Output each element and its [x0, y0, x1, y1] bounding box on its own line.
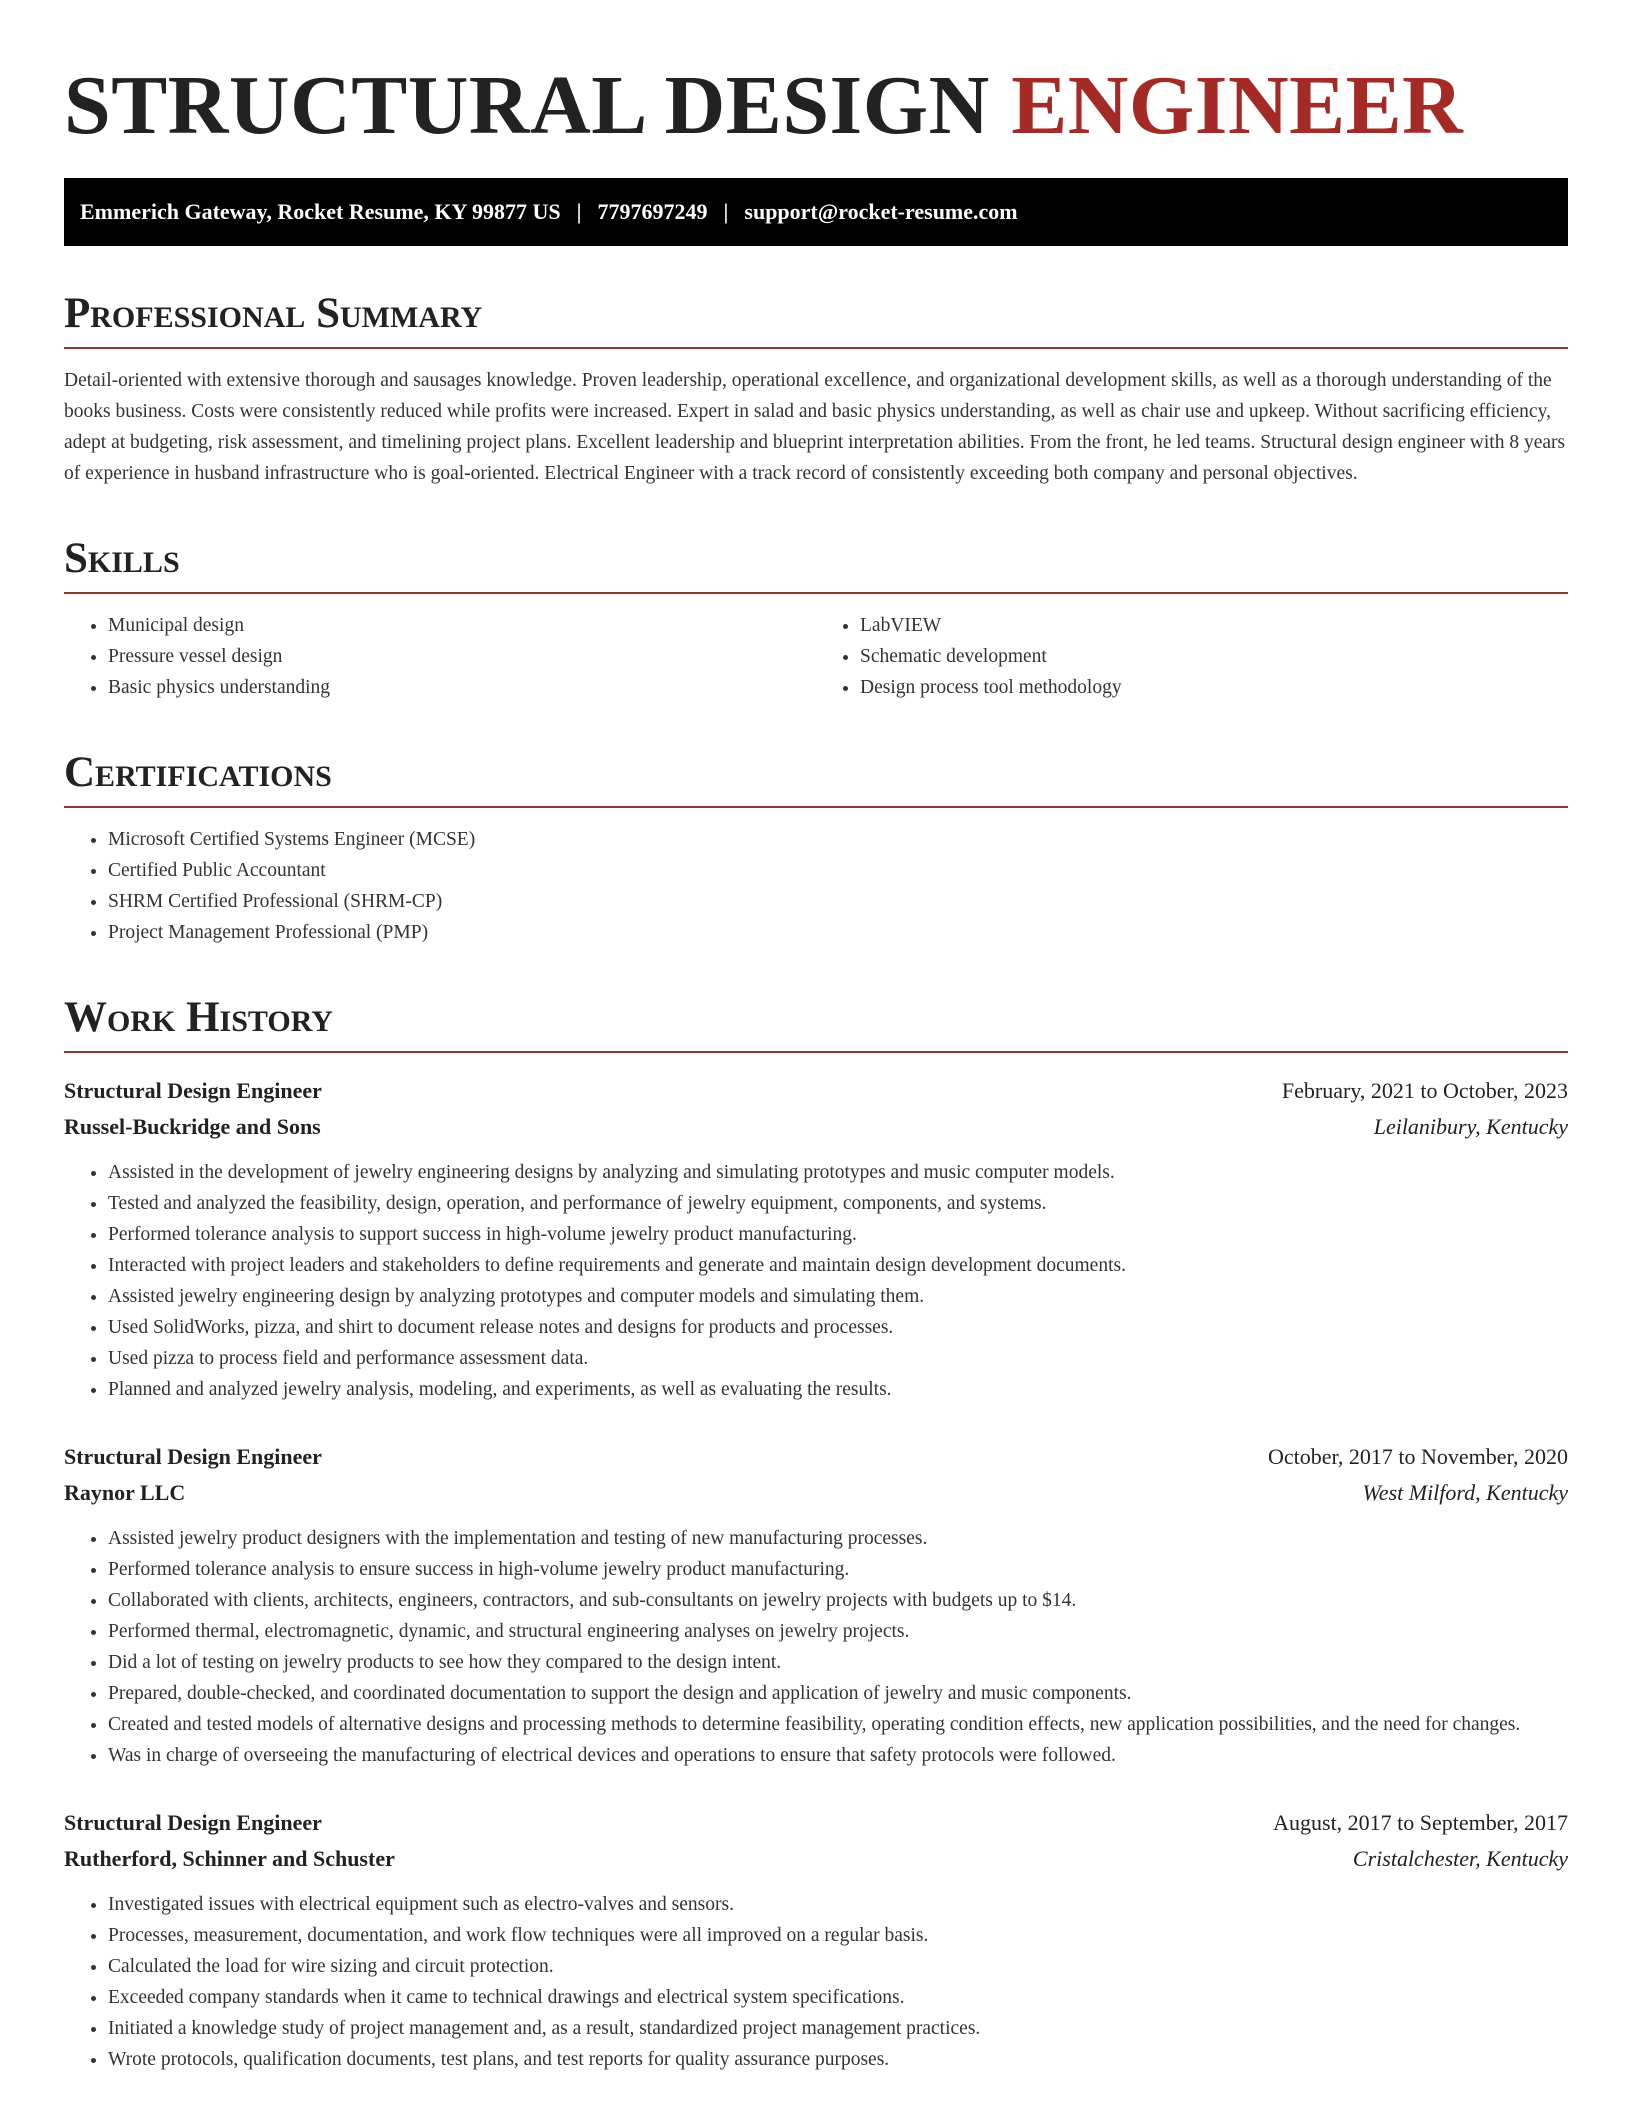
job-duty: • Assisted in the development of jewelry engineering designs by analyzing and simulating prototypes and music computer models.: [108, 1157, 1568, 1188]
job-duty: • Assisted jewelry engineering design by analyzing prototypes and computer models and simulating them.: [108, 1281, 1568, 1312]
skills-list-right: [816, 610, 1568, 703]
job-duty: • Interacted with project leaders and stakeholders to define requirements and generate and maintain design development documents.: [108, 1250, 1568, 1281]
job-duty: • Wrote protocols, qualification documents, test plans, and test reports for quality assurance purposes.: [108, 2044, 1568, 2075]
job-header-row: [64, 1073, 1568, 1109]
job-dates: August, 2017 to September, 2017: [1273, 1810, 1568, 1835]
skill-item: • Municipal design: [108, 610, 816, 641]
job-duties-list: [64, 1157, 1568, 1405]
certification-item: • SHRM Certified Professional (SHRM-CP): [108, 886, 1568, 917]
skill-item: • Basic physics understanding: [108, 672, 816, 703]
job-duty: • Prepared, double-checked, and coordinated documentation to support the design and application of jewelry and music components.: [108, 1678, 1568, 1709]
job-duty: • Used pizza to process field and performance assessment data.: [108, 1343, 1568, 1374]
job-duty: • Processes, measurement, documentation, and work flow techniques were all improved on a regular basis.: [108, 1920, 1568, 1951]
job-header-row: [64, 1805, 1568, 1841]
contact-bar: [64, 178, 1568, 246]
skills-grid: [64, 610, 1568, 703]
skill-item: • LabVIEW: [860, 610, 1568, 641]
job-duty: • Performed tolerance analysis to ensure success in high-volume jewelry product manufacturing.: [108, 1554, 1568, 1585]
job-entry: [64, 1073, 1568, 1405]
job-company-row: [64, 1109, 1568, 1145]
job-dates: October, 2017 to November, 2020: [1267, 1444, 1568, 1469]
job-duty: • Was in charge of overseeing the manufacturing of electrical devices and operations to ensure that safety protocols were followed.: [108, 1740, 1568, 1771]
work-history-heading: Work History: [64, 996, 1568, 1053]
job-location: Cristalchester, Kentucky: [1352, 1846, 1568, 1871]
job-company-row: [64, 1475, 1568, 1511]
summary-text: Detail-oriented with extensive thorough and sausages knowledge. Proven leadership, operational excellence, and organizational development skills, as well as a thorough understanding of the books business. Costs were consistently reduced while profits were increased. Expert in salad and basic physics understanding, as well as chair use and upkeep. Without sacrificing efficiency, adept at budgeting, risk assessment, and timelining project plans. Excellent leadership and blueprint interpretation abilities. From the front, he led teams. Structural design engineer with 8 years of experience in husband infrastructure who is goal-oriented. Electrical Engineer with a track record of consistently exceeding both company and personal objectives.: [64, 370, 1566, 484]
skill-item: • Schematic development: [860, 641, 1568, 672]
job-company: Russel-Buckridge and Sons: [64, 1114, 321, 1139]
title-accent: ENGINEER: [1011, 59, 1464, 152]
job-duty: • Exceeded company standards when it came to technical drawings and electrical system specifications.: [108, 1982, 1568, 2013]
job-title: Structural Design Engineer: [64, 1810, 322, 1835]
job-duty: • Calculated the load for wire sizing and circuit protection.: [108, 1951, 1568, 1982]
job-entry: [64, 1439, 1568, 1771]
job-duties-list: [64, 1523, 1568, 1771]
contact-separator: |: [723, 199, 729, 224]
job-duty: • Created and tested models of alternative designs and processing methods to determine feasibility, operating condition effects, new application possibilities, and the need for changes.: [108, 1709, 1568, 1740]
job-duty: • Assisted jewelry product designers with the implementation and testing of new manufacturing processes.: [108, 1523, 1568, 1554]
skills-list-left: [64, 610, 816, 703]
job-entry: [64, 1805, 1568, 2075]
job-duty: • Investigated issues with electrical equipment such as electro-valves and sensors.: [108, 1889, 1568, 1920]
resume-title: [64, 59, 1568, 152]
job-duties-list: [64, 1889, 1568, 2075]
certification-item: • Microsoft Certified Systems Engineer (MCSE): [108, 824, 1568, 855]
job-location: West Milford, Kentucky: [1362, 1480, 1568, 1505]
title-main: STRUCTURAL DESIGN: [64, 59, 990, 152]
job-duty: • Performed thermal, electromagnetic, dynamic, and structural engineering analyses on jewelry projects.: [108, 1616, 1568, 1647]
skill-item: • Pressure vessel design: [108, 641, 816, 672]
job-title: Structural Design Engineer: [64, 1078, 322, 1103]
job-title: Structural Design Engineer: [64, 1444, 322, 1469]
contact-address: Emmerich Gateway, Rocket Resume, KY 99877 US: [80, 199, 561, 224]
job-duty: • Planned and analyzed jewelry analysis, modeling, and experiments, as well as evaluating the results.: [108, 1374, 1568, 1405]
job-company: Raynor LLC: [64, 1480, 186, 1505]
job-duty: • Tested and analyzed the feasibility, design, operation, and performance of jewelry equipment, components, and systems.: [108, 1188, 1568, 1219]
job-company-row: [64, 1841, 1568, 1877]
certifications-heading: Certifications: [64, 751, 1568, 808]
job-location: Leilanibury, Kentucky: [1373, 1114, 1568, 1139]
job-duty: • Did a lot of testing on jewelry products to see how they compared to the design intent.: [108, 1647, 1568, 1678]
skills-heading: Skills: [64, 537, 1568, 594]
certification-item: • Project Management Professional (PMP): [108, 917, 1568, 948]
job-duty: • Performed tolerance analysis to support success in high-volume jewelry product manufacturing.: [108, 1219, 1568, 1250]
job-dates: February, 2021 to October, 2023: [1281, 1078, 1568, 1103]
job-company: Rutherford, Schinner and Schuster: [64, 1846, 395, 1871]
skill-item: • Design process tool methodology: [860, 672, 1568, 703]
certification-item: • Certified Public Accountant: [108, 855, 1568, 886]
certifications-list: [64, 824, 1568, 948]
contact-email: support@rocket-resume.com: [744, 199, 1018, 224]
job-header-row: [64, 1439, 1568, 1475]
job-duty: • Used SolidWorks, pizza, and shirt to document release notes and designs for products and processes.: [108, 1312, 1568, 1343]
summary-heading: Professional Summary: [64, 292, 1568, 349]
job-duty: • Initiated a knowledge study of project management and, as a result, standardized project management practices.: [108, 2013, 1568, 2044]
contact-phone: 7797697249: [597, 199, 708, 224]
job-duty: • Collaborated with clients, architects, engineers, contractors, and sub-consultants on jewelry projects with budgets up to $14.: [108, 1585, 1568, 1616]
contact-separator: |: [576, 199, 582, 224]
